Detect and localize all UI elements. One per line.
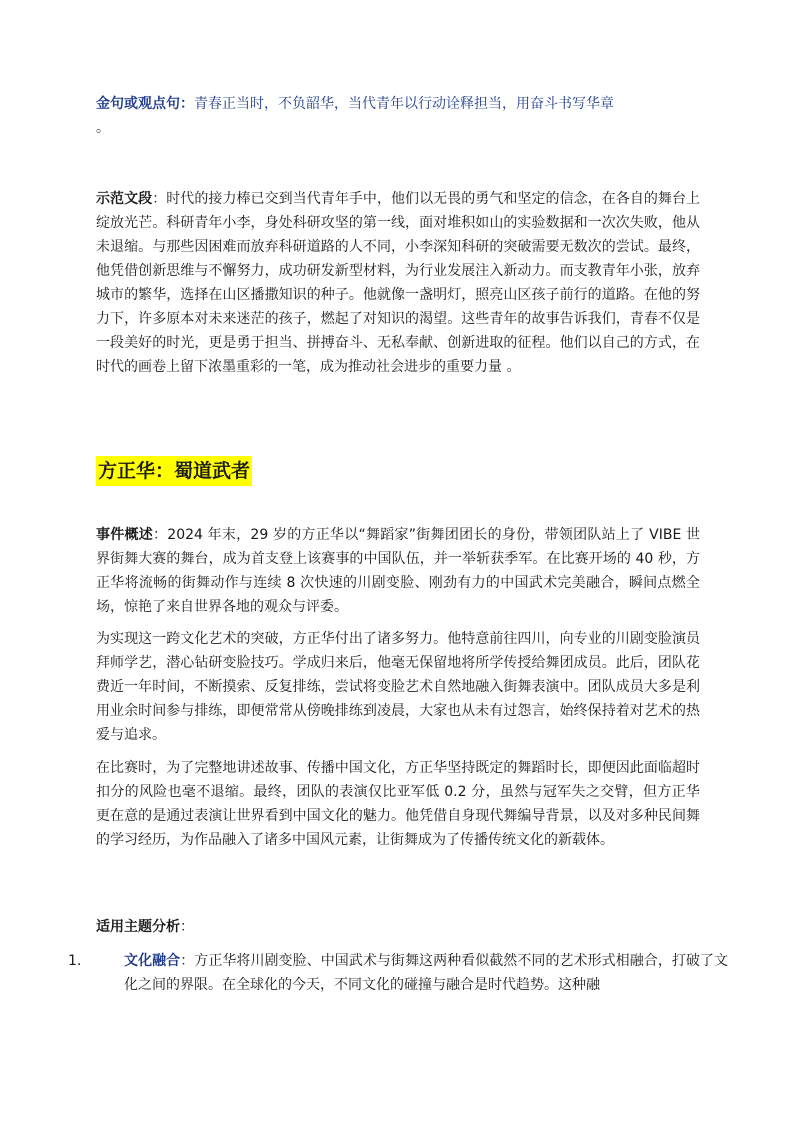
analysis-heading xyxy=(96,915,700,939)
list-item-label: 文化融合 xyxy=(124,953,181,969)
golden-tail: 。 xyxy=(96,120,110,136)
effort-paragraph: 为实现这一跨文化艺术的突破，方正华付出了诸多努力。他特意前往四川，向专业的川剧变脸演员拜师学艺，潜心钻研变脸技巧。学成归来后，他毫无保留地将所学传授给舞团成员。此后，团队花费近一年时间，不断摸索、反复排练，尝试将变脸艺术自然地融入街舞表演中。团队成员大多是利用业余时间参与排练，即便常常从傍晚排练到凌晨，大家也从未有过怨言，始终保持着对艺术的热爱与追求。 xyxy=(96,631,700,743)
section-title: 方正华：蜀道武者 xyxy=(96,456,252,486)
competition-paragraph: 在比赛时，为了完整地讲述故事、传播中国文化，方正华坚持既定的舞蹈时长，即便因此面临超时扣分的风险也毫不退缩。最终，团队的表演仅比亚军低 0.2 分，虽然与冠军失之交臂，但方正华更在意的是通过表演让世界看到中国文化的魅力。他凭借自身现代舞编导背景，以及对多种民间舞的学习经历，为作品融入了诸多中国风元素，让街舞成为了传播传统文化的新载体。 xyxy=(96,760,700,848)
demo-paragraph xyxy=(96,187,700,379)
event-paragraph xyxy=(96,523,700,619)
golden-text: 青春正当时，不负韶华，当代青年以行动诠释担当，用奋斗书写华章 xyxy=(194,96,614,112)
demo-label: 示范文段 xyxy=(96,191,153,207)
list-item-text: ：方正华将川剧变脸、中国武术与街舞这两种看似截然不同的艺术形式相融合，打破了文化之间的界限。在全球化的今天，不同文化的碰撞与融合是时代趋势。这种融 xyxy=(124,953,728,993)
list-item-number: 1. xyxy=(68,953,82,969)
demo-text: ：时代的接力棒已交到当代青年手中，他们以无畏的勇气和坚定的信念，在各自的舞台上绽放光芒。科研青年小李，身处科研攻坚的第一线，面对堆积如山的实验数据和一次次失败，他从未退缩。与那些因困难而放弃科研道路的人不同，小李深知科研的突破需要无数次的尝试。最终，他凭借创新思维与不懈努力，成功研发新型材料，为行业发展注入新动力。而支教青年小张，放弃城市的繁华，选择在山区播撒知识的种子。他就像一盏明灯，照亮山区孩子前行的道路。在他的努力下，许多原本对未来迷茫的孩子，燃起了对知识的渴望。这些青年的故事告诉我们，青春不仅是一段美好的时光，更是勇于担当、拼搏奋斗、无私奉献、创新进取的征程。他们以自己的方式，在时代的画卷上留下浓墨重彩的一笔，成为推动社会进步的重要力量 。 xyxy=(96,191,701,375)
golden-label: 金句或观点句： xyxy=(96,96,194,112)
event-label: 事件概述 xyxy=(96,527,154,543)
golden-sentence xyxy=(96,92,700,140)
analysis-colon: ： xyxy=(180,919,194,935)
event-text: ：2024 年末，29 岁的方正华以“舞蹈家”街舞团团长的身份，带领团队站上了 VIBE 世界街舞大赛的舞台，成为首支登上该赛事的中国队伍，并一举斩获季军。在比赛开场的 40 秒，方正华将流畅的街舞动作与连续 8 次快速的川剧变脸、刚劲有力的中国武术完美融合，瞬间点燃全场，惊艳了来自世界各地的观众与评委。 xyxy=(96,527,701,615)
analysis-label: 适用主题分析 xyxy=(96,919,180,935)
list-item xyxy=(68,949,728,997)
